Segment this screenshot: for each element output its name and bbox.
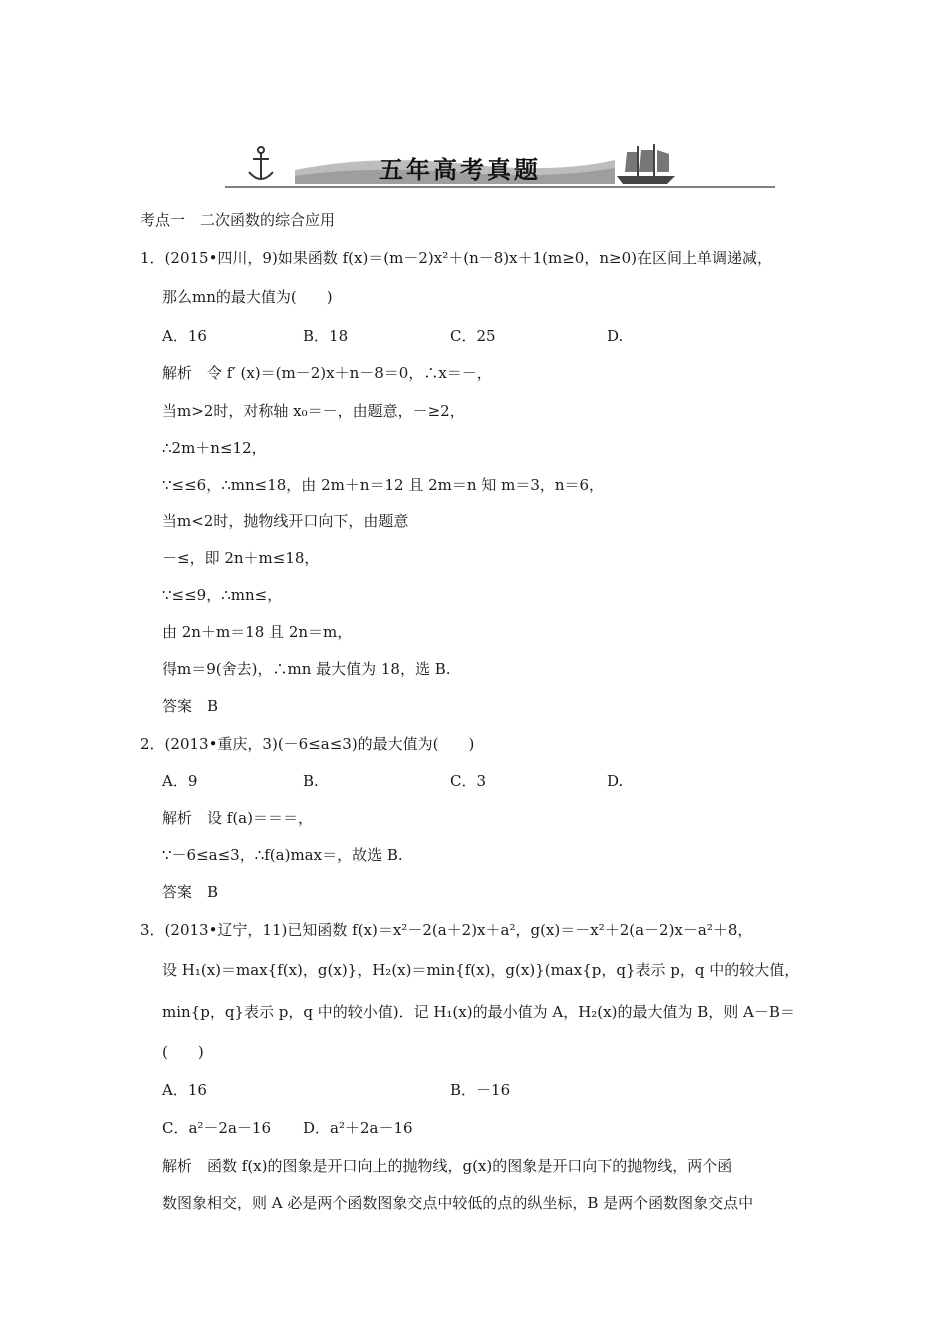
q3-option-b: B．－16 [450,1081,511,1099]
q2-analysis-line-1: 解析 设 f(a)＝＝＝， [162,809,313,827]
q1-stem-line-2: 那么mn的最大值为( ) [162,288,333,306]
q2-option-a: A．9 [162,772,198,790]
q1-option-c: C．25 [450,327,496,345]
q2-option-c: C．3 [450,772,487,790]
q1-answer: 答案 B [162,697,219,715]
q1-analysis-line: 得m＝9(舍去)，∴mn 最大值为 18，选 B. [162,660,451,678]
q2-stem: 2．(2013•重庆，3)(－6≤a≤3)的最大值为( ) [140,735,475,753]
q2-option-d: D. [607,772,624,790]
q3-analysis-line-1: 解析 函数 f(x)的图象是开口向上的抛物线，g(x)的图象是开口向下的抛物线，两个函 [162,1157,733,1175]
q3-analysis-line-2: 数图象相交，则 A 必是两个函数图象交点中较低的点的纵坐标，B 是两个函数图象交点中 [162,1194,754,1212]
sailing-ship-icon [617,144,675,184]
q3-option-c: C．a²－2a－16 [162,1119,272,1137]
anchor-icon [249,147,273,180]
q3-stem-line-4: ( ) [162,1043,204,1061]
q3-stem-line-3: min{p，q}表示 p，q 中的较小值)．记 H₁(x)的最小值为 A，H₂(x)的最大值为 B，则 A－B＝ [162,1003,795,1021]
q2-answer: 答案 B [162,883,219,901]
q1-option-d: D. [607,327,624,345]
q1-analysis-line: 当m<2时，抛物线开口向下，由题意 [162,512,409,530]
q3-stem-line-2: 设 H₁(x)＝max{f(x)，g(x)}，H₂(x)＝min{f(x)，g(x)}(max{p，q}表示 p，q 中的较大值， [162,961,800,979]
q3-option-a: A．16 [162,1081,207,1099]
q1-analysis-line: ∵≤≤9，∴mn≤， [162,586,283,604]
q1-option-a: A．16 [162,327,207,345]
q1-analysis-line: 当m>2时，对称轴 x₀＝－，由题意，－≥2， [162,402,465,420]
page-title: 五年高考真题 [379,156,541,184]
q1-analysis-line: ∴2m＋n≤12， [162,439,267,457]
q2-analysis-line-2: ∵－6≤a≤3，∴f(a)max＝，故选 B. [162,846,403,864]
q3-stem-line-1: 3．(2013•辽宁，11)已知函数 f(x)＝x²－2(a＋2)x＋a²，g(x)＝－x²＋2(a－2)x－a²＋8， [140,921,753,939]
q1-stem-line-1: 1．(2015•四川，9)如果函数 f(x)＝(m－2)x²＋(n－8)x＋1(m≥0，n≥0)在区间上单调递减， [140,249,772,267]
q1-analysis-line: 解析 令 f′ (x)＝(m－2)x＋n－8＝0，∴x＝－， [162,364,492,382]
q2-option-b: B. [303,772,319,790]
q1-analysis-line: －≤，即 2n＋m≤18， [162,549,320,567]
q1-analysis-line: 由 2n＋m＝18 且 2n＝m， [162,623,353,641]
q1-analysis-line: ∵≤≤6，∴mn≤18，由 2m＋n＝12 且 2m＝n 知 m＝3，n＝6， [162,476,605,494]
q1-option-b: B．18 [303,327,349,345]
q3-option-d: D．a²＋2a－16 [303,1119,413,1137]
section-title: 考点一 二次函数的综合应用 [140,211,336,229]
